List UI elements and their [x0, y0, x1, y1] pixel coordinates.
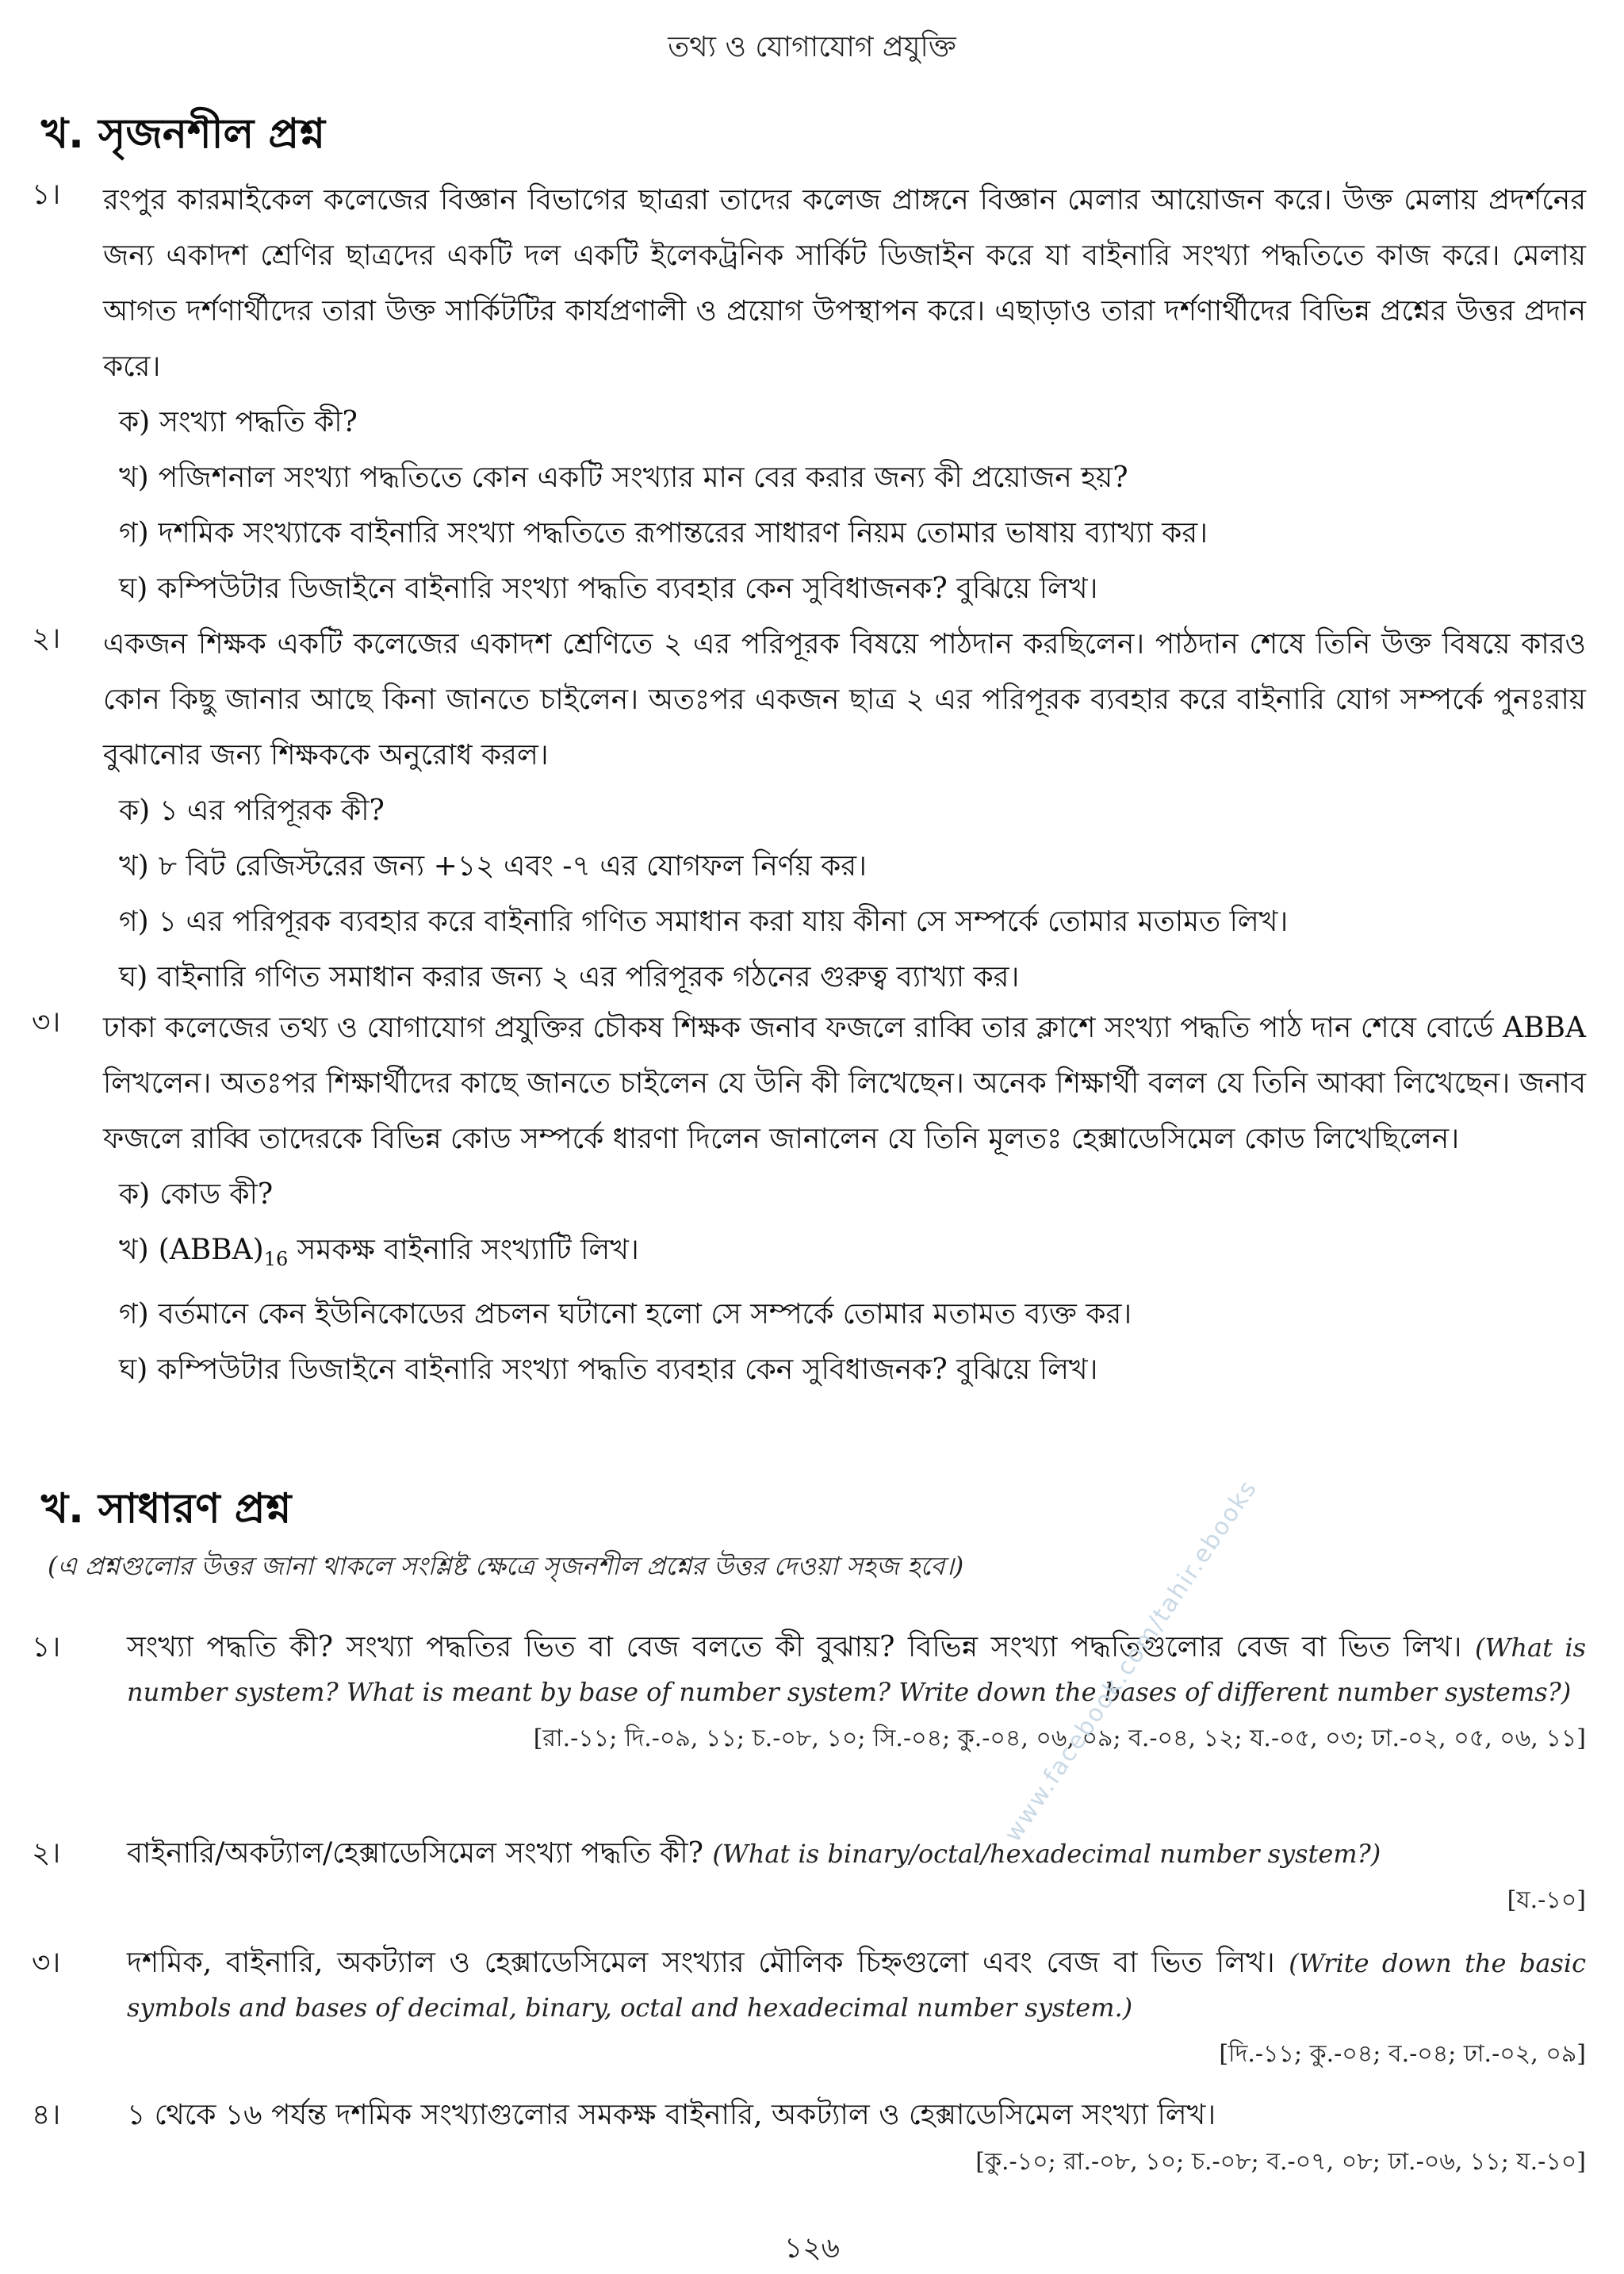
question-text: [127, 1832, 1586, 1876]
board-references: [কু.-১০; রা.-০৮, ১০; চ.-০৮; ব.-০৭, ০৮; ঢা.-০৬, ১১; য.-১০]: [975, 2148, 1586, 2176]
sub-question-ga: [119, 506, 1586, 561]
sub-question-text: কোড কী?: [159, 1178, 274, 1211]
sub-question-mark: ক): [119, 1178, 151, 1211]
general-question-3: [32, 1941, 1586, 2075]
sub-question-text: পজিশনাল সংখ্যা পদ্ধতিতে কোন একটি সংখ্যার মান বের করার জন্য কী প্রয়োজন হয়?: [158, 461, 1128, 494]
question-text-bengali: ১ থেকে ১৬ পর্যন্ত দশমিক সংখ্যাগুলোর সমকক্ষ বাইনারি, অকট্যাল ও হেক্সাডেসিমেল সংখ্যা লিখ।: [127, 2099, 1216, 2131]
sub-question-mark: ঘ): [119, 961, 148, 993]
question-stem: একজন শিক্ষক একটি কলেজের একাদশ শ্রেণিতে ২ এর পরিপূরক বিষয়ে পাঠদান করছিলেন। পাঠদান শেষে তিনি উক্ত বিষয়ে কারও কোন কিছু জানার আছে কিনা জানতে চাইলেন। অতঃপর একজন ছাত্র ২ এর পরিপূরক ব্যবহার করে বাইনারি যোগ সম্পর্কে পুনঃরায় বুঝানোর জন্য শিক্ষককে অনুরোধ করল।: [103, 628, 1586, 771]
sub-question-list: [119, 783, 1586, 1005]
sub-question-text: কম্পিউটার ডিজাইনে বাইনারি সংখ্যা পদ্ধতি ব্যবহার কেন সুবিধাজনক? বুঝিয়ে লিখ।: [157, 572, 1098, 605]
watermark-text: www.facebook.com/tahir.ebooks: [999, 1474, 1263, 1847]
board-references: [য.-১০]: [1507, 1886, 1586, 1914]
question-number: ২।: [32, 1837, 61, 1870]
sub-question-mark: ঘ): [119, 572, 148, 605]
question-number: ৩।: [32, 1947, 61, 1979]
sub-question-list: [119, 395, 1586, 617]
question-stem: রংপুর কারমাইকেল কলেজের বিজ্ঞান বিভাগের ছাত্ররা তাদের কলেজ প্রাঙ্গনে বিজ্ঞান মেলার আয়োজন করে। উক্ত মেলায় প্রদর্শনের জন্য একাদশ শ্রেণির ছাত্রদের একটি দল একটি ইলেকট্রনিক সার্কিট ডিজাইন করে যা বাইনারি সংখ্যা পদ্ধতিতে কাজ করে। মেলায় আগত দর্শণার্থীদের তারা উক্ত সার্কিটটির কার্যপ্রণালী ও প্রয়োগ উপস্থাপন করে। এছাড়াও তারা দর্শণার্থীদের বিভিন্ন প্রশ্নের উত্তর প্রদান করে।: [103, 184, 1586, 383]
sub-question-ka: [119, 395, 1586, 450]
sub-question-mark: গ): [119, 517, 149, 549]
sub-question-mark: ক): [119, 406, 151, 438]
board-references: [দি.-১১; কু.-০৪; ব.-০৪; ঢা.-০২, ০৯]: [1219, 2040, 1586, 2068]
running-head: তথ্য ও যোগাযোগ প্রযুক্তি: [668, 31, 956, 63]
sub-question-mark: খ): [119, 1234, 149, 1266]
sub-question-mark: ক): [119, 794, 151, 827]
question-text: [127, 1625, 1586, 1714]
question-number: ৪।: [32, 2099, 61, 2131]
sub-question-list: [119, 1167, 1586, 1398]
sub-question-mark: গ): [119, 1298, 149, 1330]
sub-question-mark: খ): [119, 461, 149, 494]
creative-question-2: [32, 617, 1586, 1005]
question-stem: ঢাকা কলেজের তথ্য ও যোগাযোগ প্রযুক্তির চৌকষ শিক্ষক জনাব ফজলে রাব্বি তার ক্লাশে সংখ্যা পদ্ধতি পাঠ দান শেষে বোর্ডে ABBA লিখলেন। অতঃপর শিক্ষার্থীদের কাছে জানতে চাইলেন যে উনি কী লিখেছেন। অনেক শিক্ষার্থী বলল যে তিনি আব্বা লিখেছেন। জনাব ফজলে রাব্বি তাদেরকে বিভিন্ন কোড সম্পর্কে ধারণা দিলেন জানালেন যে তিনি মূলতঃ হেক্সাডেসিমেল কোড লিখেছিলেন।: [103, 1012, 1586, 1155]
sub-question-text: ৮ বিট রেজিস্টরের জন্য +১২ এবং -৭ এর যোগফল নির্ণয় কর।: [158, 850, 867, 882]
sub-question-text: দশমিক সংখ্যাকে বাইনারি সংখ্যা পদ্ধতিতে রূপান্তরের সাধারণ নিয়ম তোমার ভাষায় ব্যাখ্যা কর।: [158, 517, 1208, 549]
question-number: ৩।: [32, 1006, 61, 1039]
question-text-english: (Write down the basic symbols and bases of decimal, binary, octal and hexadecimal number system.): [127, 1948, 1587, 2023]
question-number: ১।: [32, 1631, 61, 1663]
sub-question-gha: [119, 950, 1586, 1005]
question-text-bengali: বাইনারি/অকট্যাল/হেক্সাডেসিমেল সংখ্যা পদ্ধতি কী?: [127, 1837, 703, 1870]
sub-question-text: ১ এর পরিপূরক ব্যবহার করে বাইনারি গণিত সমাধান করা যায় কীনা সে সম্পর্কে তোমার মতামত লিখ।: [158, 905, 1289, 938]
question-text: [127, 2093, 1586, 2138]
sub-question-mark: ঘ): [119, 1353, 148, 1386]
sub-question-text-after: সমকক্ষ বাইনারি সংখ্যাটি লিখ।: [288, 1234, 639, 1266]
page-number: ১২৬: [783, 2232, 841, 2264]
general-question-4: [32, 2093, 1586, 2183]
sub-question-text: সংখ্যা পদ্ধতি কী?: [159, 406, 358, 438]
question-text-bengali: দশমিক, বাইনারি, অকট্যাল ও হেক্সাডেসিমেল সংখ্যার মৌলিক চিহ্নগুলো এবং বেজ বা ভিত লিখ।: [127, 1947, 1275, 1979]
sub-question-mark: খ): [119, 850, 149, 882]
question-text-english: (What is number system? What is meant by base of number system? Write down the bases of different number systems?): [127, 1633, 1586, 1707]
creative-question-1: [32, 173, 1586, 617]
sub-question-gha: [119, 1342, 1586, 1398]
general-question-1: [32, 1625, 1586, 1759]
sub-question-text: (ABBA): [158, 1234, 264, 1266]
sub-question-text: কম্পিউটার ডিজাইনে বাইনারি সংখ্যা পদ্ধতি ব্যবহার কেন সুবিধাজনক? বুঝিয়ে লিখ।: [157, 1353, 1098, 1386]
sub-question-ga: [119, 894, 1586, 950]
question-text-bengali: সংখ্যা পদ্ধতি কী? সংখ্যা পদ্ধতির ভিত বা বেজ বলতে কী বুঝায়? বিভিন্ন সংখ্যা পদ্ধতিগুলোর বেজ বা ভিত লিখ।: [127, 1631, 1462, 1663]
sub-question-ga: [119, 1287, 1586, 1342]
sub-question-ka: [119, 783, 1586, 839]
board-references: [রা.-১১; দি.-০৯, ১১; চ.-০৮, ১০; সি.-০৪; কু.-০৪, ০৬, ০৯; ব.-০৪, ১২; য.-০৫, ০৩; ঢা.-০২, ০৫, ০৬, ১১]: [533, 1725, 1586, 1752]
question-text: [127, 1941, 1586, 2030]
sub-question-kha: [119, 839, 1586, 894]
sub-question-kha: [119, 450, 1586, 506]
sub-question-kha: [119, 1223, 1586, 1287]
section-note: (এ প্রশ্নগুলোর উত্তর জানা থাকলে সংশ্লিষ্ট ক্ষেত্রে সৃজনশীল প্রশ্নের উত্তর দেওয়া সহজ হবে।): [48, 1551, 964, 1581]
question-text-english: (What is binary/octal/hexadecimal number system?): [712, 1839, 1381, 1869]
creative-question-3: [32, 1001, 1586, 1398]
sub-question-ka: [119, 1167, 1586, 1223]
base-subscript: 16: [263, 1248, 289, 1270]
question-number: ১।: [32, 178, 61, 211]
sub-question-mark: গ): [119, 905, 149, 938]
general-section-title: খ. সাধারণ প্রশ্ন: [41, 1485, 292, 1533]
creative-section-title: খ. সৃজনশীল প্রশ্ন: [41, 110, 325, 158]
sub-question-gha: [119, 561, 1586, 617]
sub-question-text: ১ এর পরিপূরক কী?: [159, 794, 385, 827]
sub-question-text: বাইনারি গণিত সমাধান করার জন্য ২ এর পরিপূরক গঠনের গুরুত্ব ব্যাখ্যা কর।: [157, 961, 1020, 993]
sub-question-text: বর্তমানে কেন ইউনিকোডের প্রচলন ঘটানো হলো সে সম্পর্কে তোমার মতামত ব্যক্ত কর।: [158, 1298, 1132, 1330]
question-number: ২।: [32, 622, 61, 655]
general-question-2: [32, 1832, 1586, 1921]
